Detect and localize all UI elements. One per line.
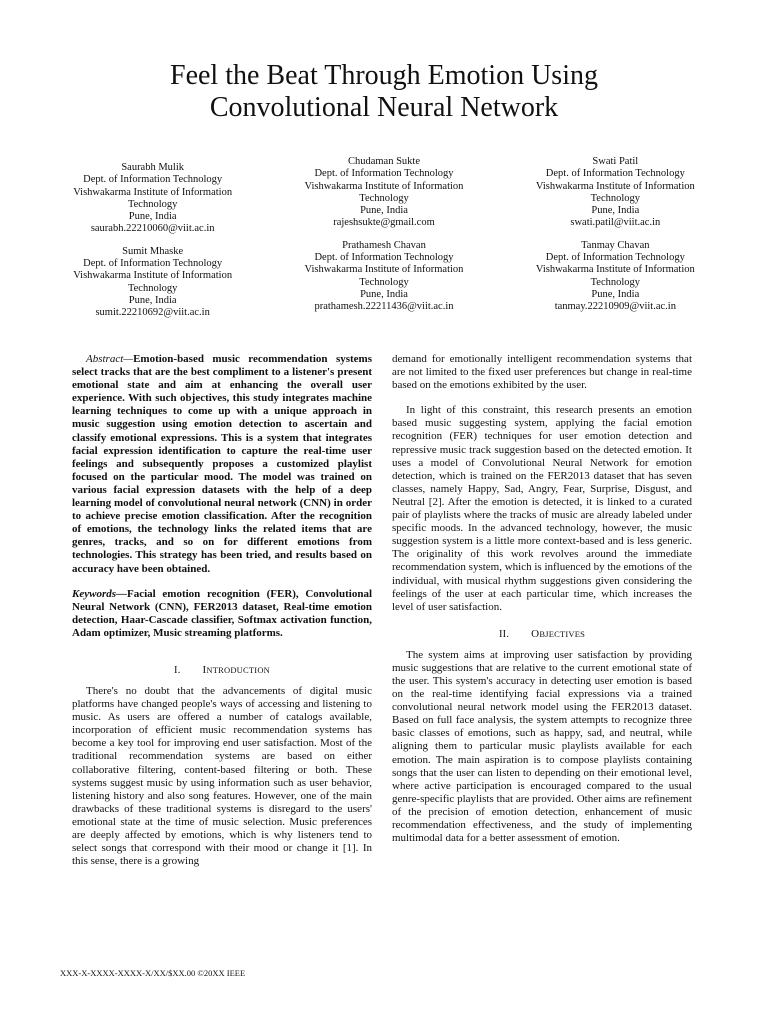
title-line-1: Feel the Beat Through Emotion Using [170,60,598,91]
section-number: I. [174,664,181,676]
intro-paragraph-1-continued: demand for emotionally intelligent recommendation systems that are not limited to the fixed user preferences but change in real-time based on the emotions exhibited by the user. [392,353,692,392]
author-email: tanmay.22210909@viit.ac.in [554,301,676,313]
author-card [503,240,728,320]
author-card [40,246,265,320]
section-heading-objectives [392,628,692,641]
abstract [72,353,372,576]
author-dept: Dept. of Information Technology [545,168,685,180]
author-name: Saurabh Mulik [121,162,185,173]
intro-paragraph-1: There's no doubt that the advancements of digital music platforms have changed people's ways of accessing and listening to music. As users are offered a number of catalogs available, incorporation of efficient music recommendation systems has become a key tool for improving end user satisfaction. Most of the traditional recommendation systems are based on either collaborative filtering, content-based filtering or both. These systems suggest music by using information such as user behavior, listening history and also song features. However, one of the main drawbacks of these traditional systems is disregard to the users' emotional state at the time of music selection. Music preferences are deeply affected by emotions, which is why listeners tend to select songs that correspond with their mood or change it [1]. In this sense, there is a growing [72,684,372,868]
author-dept: Dept. of Information Technology [83,258,223,270]
author-name: Chudaman Sukte [347,156,421,167]
left-column [72,353,372,868]
section-number: II. [498,628,510,640]
author-dept: Dept. of Information Technology [314,252,454,264]
author-institution-cont: Technology [590,192,641,204]
section-heading-introduction [72,664,372,677]
author-name: Prathamesh Chavan [342,239,426,251]
author-email: swati.patil@viit.ac.in [570,217,661,229]
section-title-initial: O [531,627,540,640]
author-card [40,162,265,236]
author-institution: Vishwakarma Institute of Information [535,264,695,276]
author-name: Swati Patil [592,156,639,167]
author-dept: Dept. of Information Technology [545,252,685,264]
author-email: prathamesh.22211436@viit.ac.in [314,301,454,313]
author-institution: Vishwakarma Institute of Information [304,264,464,276]
author-email: sumit.22210692@viit.ac.in [95,307,210,319]
right-column [392,353,692,845]
author-block [40,156,728,320]
author-institution-cont: Technology [359,276,409,288]
author-city: Pune, India [128,211,177,223]
paper-title [60,60,708,124]
author-institution: Vishwakarma Institute of Information [535,180,695,192]
title-line-2: Convolutional Neural Network [209,92,559,123]
author-city: Pune, India [591,205,640,217]
intro-paragraph-2: In light of this constraint, this research presents an emotion based music suggesting system, applying the facial emotion recognition (FER) techniques for user emotion detection and repressive music track suggestion based on the detected emotion. It uses a model of Convolutional Neural Network for emotion detection, which is trained on the FER2013 dataset that has seven classes, namely Happy, Sad, Angry, Fear, Surprise, Disgust, and Neutral [2]. After the emotion is detected, it is linked to a curated pair of playlists where the tracks of music are already labeled under specific moods. In the advanced technology, however, the music suggestion system is a little more context-based and is less generic. The originality of this work revolves around the immediate recommendation system, which is influenced by the emotions of the individual, with musical rhythm suggestions given considering the feelings of the user at each particular time, which increases the level of user satisfaction. [392,404,692,613]
author-dept: Dept. of Information Technology [83,174,223,186]
keywords-text: Facial emotion recognition (FER), Convolutional Neural Network (CNN), FER2013 dataset, Real-time emotion detection, Haar-Cascade classifier, Softmax activation function, Adam optimizer, Music streaming platforms. [72,587,372,639]
section-title-initial: I [202,663,207,676]
author-email: saurabh.22210060@viit.ac.in [90,223,215,235]
author-email: rajeshsukte@gmail.com [333,217,435,229]
abstract-label: Abstract— [86,353,134,365]
copyright-footer: XXX-X-XXXX-XXXX-X/XX/$XX.00 ©20XX IEEE [60,968,246,978]
author-institution-cont: Technology [590,276,641,288]
objectives-paragraph: The system aims at improving user satisfaction by providing music suggestions that are relative to the current emotional state of the user. This system's accuracy in detecting user emotion is based on the real-time identifying facial expressions via a trained convolutional neural network model using the FER2013 dataset. Based on full face analysis, the system attempts to recognize three basic classes of emotions, such as happy, sad, and neutral, while aligning them to particular music playlists available for each emotion. The main aspiration is to compose playlists containing songs that the user can listen to depending on their emotional level, where active participation is encouraged compared to the usual genre-specific playlists that are provided. Other aims are refinement of the precision of emotion detection, enhancement of music recommendation effectiveness, and the study of implementing multimodal data for a better assessment of emotion. [392,648,692,845]
author-institution-cont: Technology [359,192,409,204]
author-city: Pune, India [360,205,408,217]
author-institution: Vishwakarma Institute of Information [73,186,233,198]
author-name: Sumit Mhaske [122,245,184,257]
keywords-label: Keywords— [72,587,127,600]
keywords [72,588,372,640]
author-institution-cont: Technology [127,282,178,294]
author-institution: Vishwakarma Institute of Information [304,180,464,192]
abstract-text: Emotion-based music recommendation systems select tracks that are the best compliment to a listener's present emotional state and aim at enhancing the overall user experience. With such objectives, this study integrates machine learning techniques to come up with a unique approach in music suggestion using emotion detection to ascertain and classify emotional expressions. This is a system that integrates facial expression identification to capture the real-time user feelings and subsequently proposes a customized playlist focused on the particular mood. The model was trained on various facial expression datasets with the help of a deep learning model of convolutional neural network (CNN) in order to achieve precise emotion classification. After the recognition of emotions, the technology links the related items that are genres, tracks, and so on for different emotions from technologies. This strategy has been tried, and results based on accuracy have been obtained. [72,353,372,575]
author-city: Pune, India [360,288,408,300]
author-card [503,156,728,236]
author-city: Pune, India [128,294,177,306]
section-title-rest: BJECTIVES [539,628,586,639]
author-city: Pune, India [591,288,640,300]
author-institution-cont: Technology [127,198,178,210]
author-institution: Vishwakarma Institute of Information [73,270,233,282]
author-card [271,240,496,320]
author-name: Tanmay Chavan [581,239,650,251]
author-dept: Dept. of Information Technology [314,168,454,180]
section-title-rest: NTRODUCTION [206,664,270,675]
author-card [271,156,496,236]
